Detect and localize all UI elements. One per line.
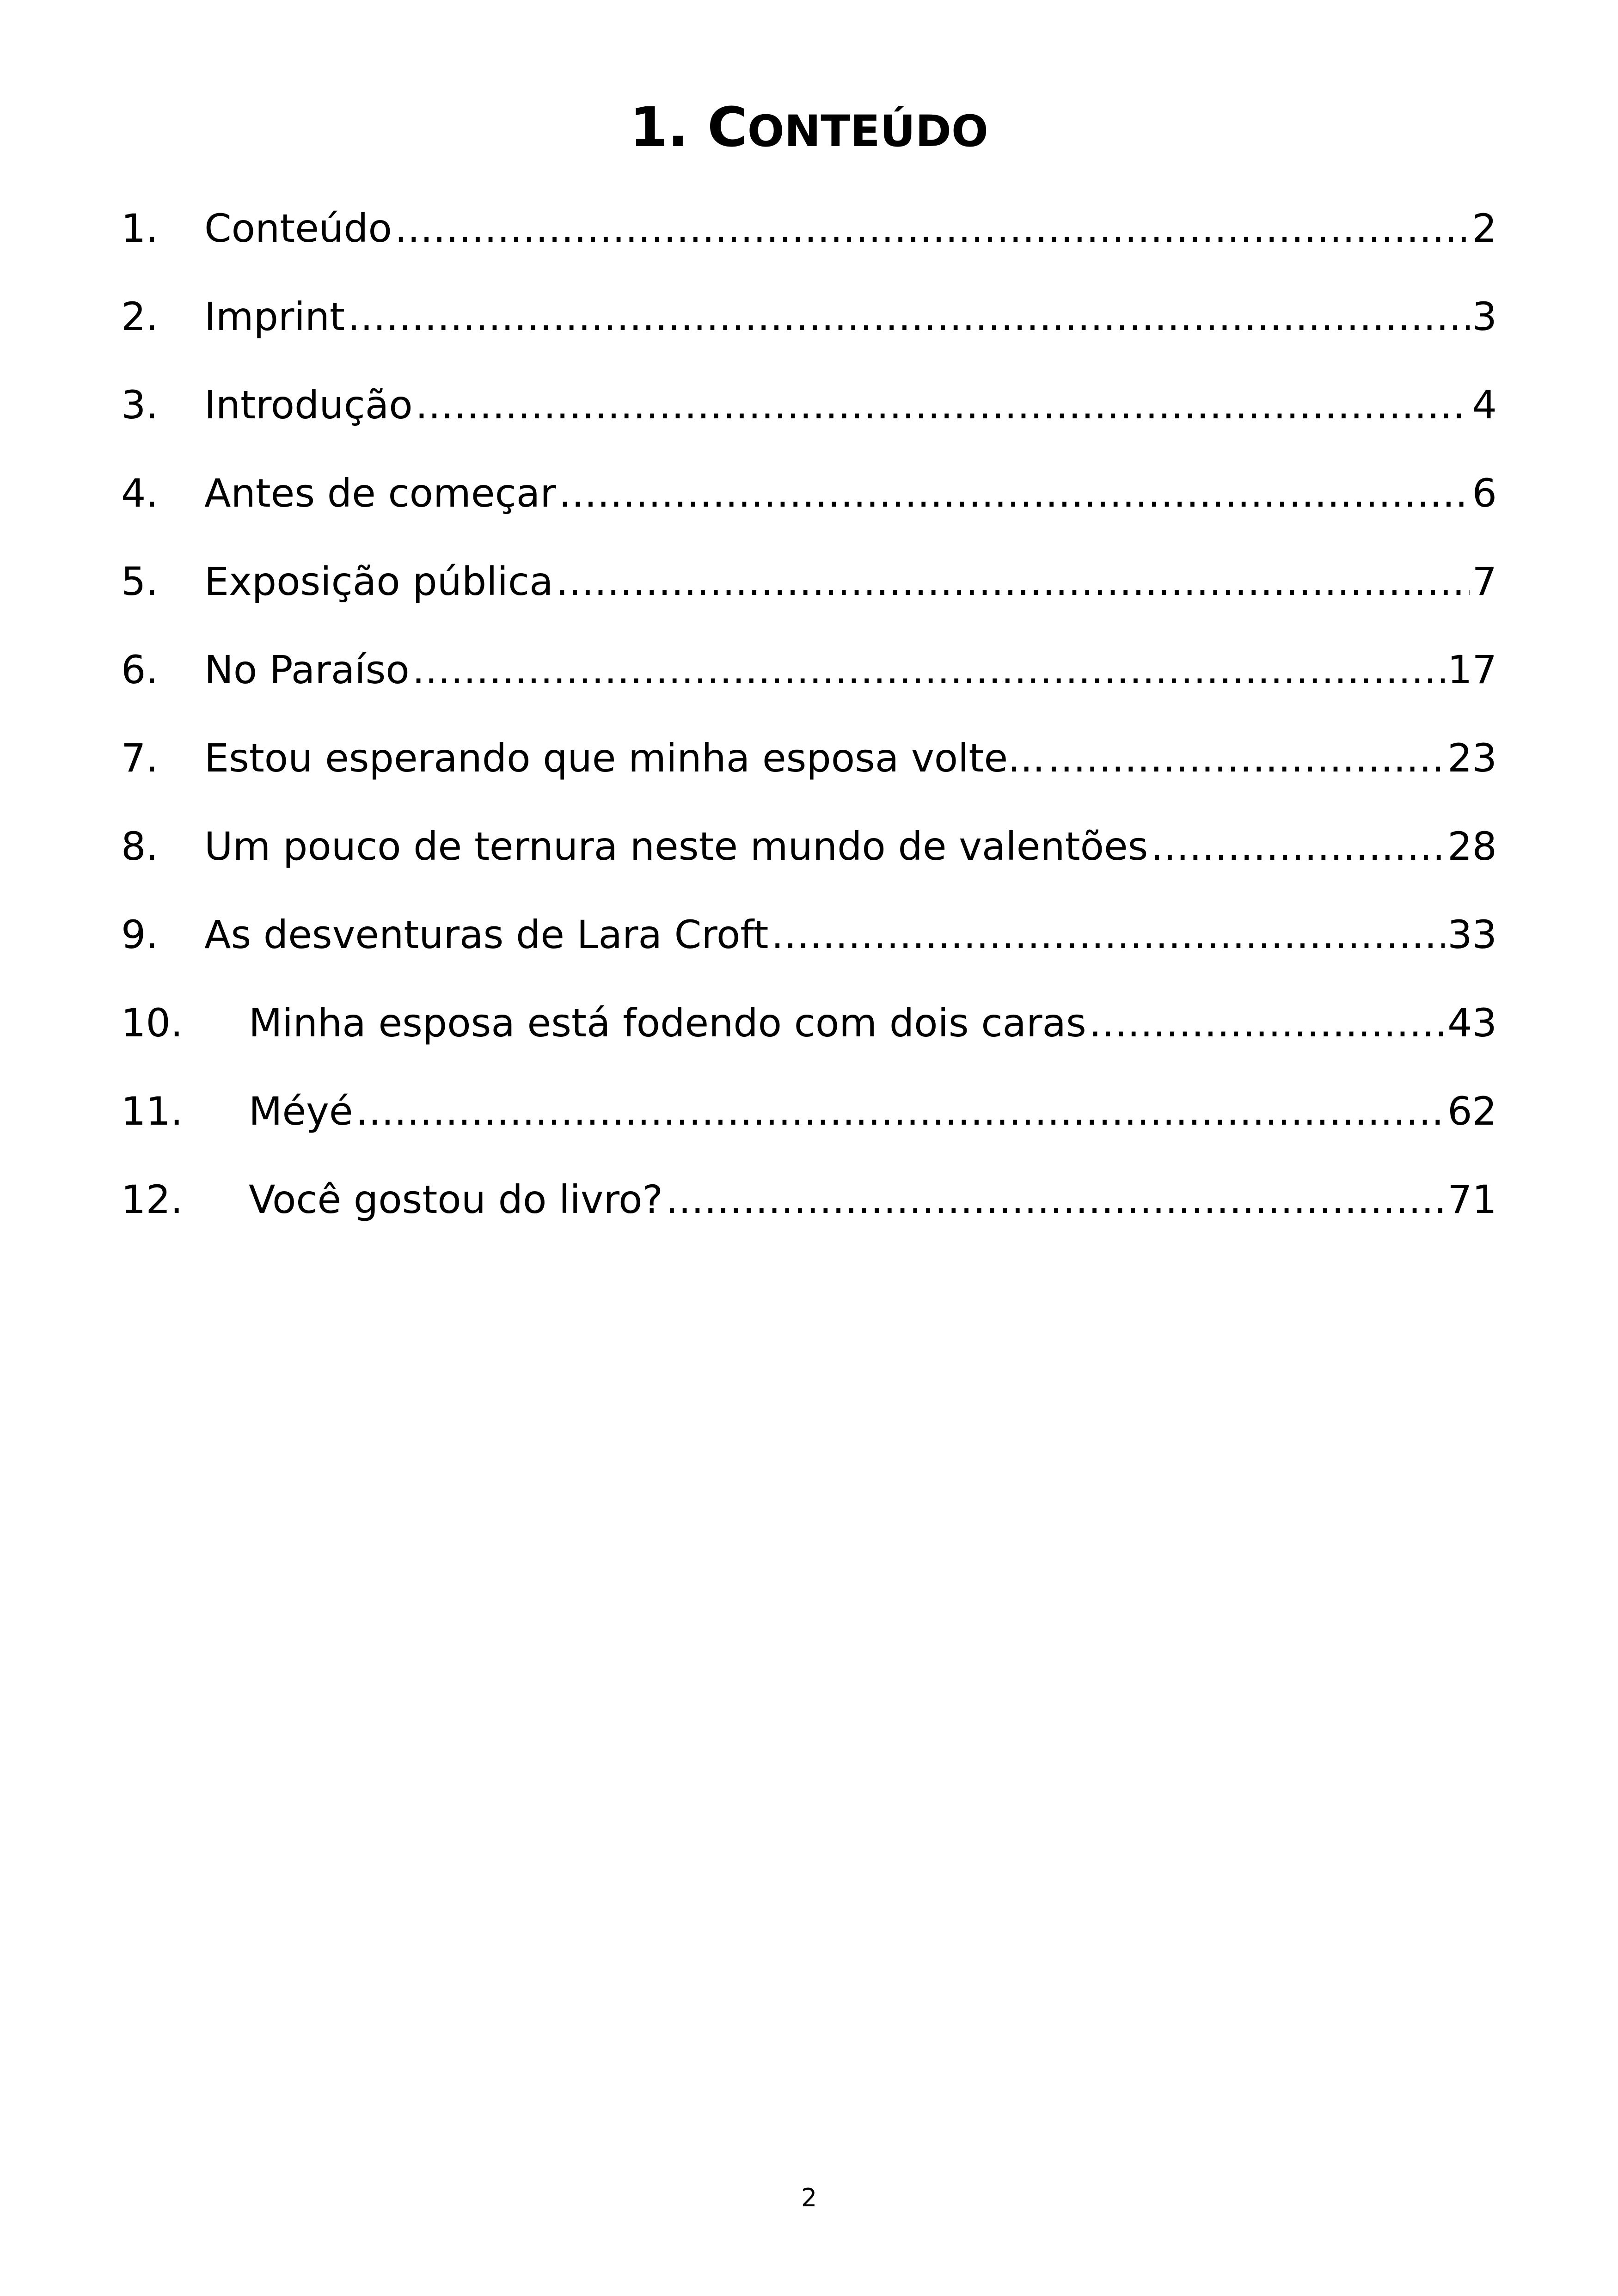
toc-entry-number: 11.	[121, 1088, 183, 1134]
toc-entry-number: 9.	[121, 912, 159, 957]
dot-leader	[666, 1174, 1445, 1225]
toc-entry-title: Conteúdo	[204, 205, 392, 251]
toc-entry-imprint[interactable]	[121, 272, 1497, 361]
table-of-contents	[121, 184, 1497, 1243]
toc-entry-title: Estou esperando que minha esposa volte...	[204, 735, 1045, 781]
toc-entry-title: As desventuras de Lara Croft	[204, 912, 769, 957]
toc-entry-number: 8.	[121, 823, 159, 869]
dot-leader	[559, 468, 1470, 519]
toc-entry-voce-gostou[interactable]	[121, 1155, 1497, 1243]
toc-entry-number: 6.	[121, 647, 159, 692]
toc-entry-title: Méyé	[249, 1088, 353, 1134]
toc-entry-page: 43	[1447, 1000, 1497, 1046]
toc-entry-um-pouco-de-ternura[interactable]	[121, 802, 1497, 890]
toc-entry-page: 62	[1447, 1088, 1497, 1134]
dot-leader	[1151, 821, 1445, 872]
toc-entry-page: 7	[1472, 558, 1497, 604]
toc-entry-page: 6	[1472, 470, 1497, 516]
dot-leader	[1048, 733, 1445, 784]
toc-entry-page: 28	[1447, 823, 1497, 869]
toc-entry-number: 12.	[121, 1176, 183, 1222]
toc-entry-title: Um pouco de ternura neste mundo de valentões	[204, 823, 1148, 869]
toc-entry-minha-esposa[interactable]	[121, 979, 1497, 1067]
toc-entry-page: 3	[1472, 294, 1497, 339]
toc-entry-number: 2.	[121, 294, 159, 339]
toc-entry-conteudo[interactable]	[121, 184, 1497, 272]
dot-leader	[348, 291, 1470, 342]
toc-entry-title: Você gostou do livro?	[249, 1176, 663, 1222]
toc-entry-title: Introdução	[204, 382, 413, 428]
toc-entry-introducao[interactable]	[121, 361, 1497, 449]
toc-entry-title: Exposição pública	[204, 558, 553, 604]
toc-entry-no-paraiso[interactable]	[121, 625, 1497, 714]
toc-entry-meye[interactable]	[121, 1067, 1497, 1155]
heading-first-letter: C	[707, 95, 748, 159]
heading-rest: ONTEÚDO	[747, 106, 988, 157]
toc-entry-antes-de-comecar[interactable]	[121, 449, 1497, 537]
dot-leader	[416, 380, 1470, 430]
dot-leader	[356, 1086, 1445, 1137]
toc-entry-page: 2	[1472, 205, 1497, 251]
page-number: 2	[801, 2183, 817, 2212]
toc-entry-number: 5.	[121, 558, 159, 604]
toc-entry-page: 23	[1447, 735, 1497, 781]
dot-leader	[395, 203, 1470, 254]
toc-entry-title: Minha esposa está fodendo com dois caras	[249, 1000, 1086, 1046]
toc-entry-number: 10.	[121, 1000, 183, 1046]
toc-entry-number: 3.	[121, 382, 159, 428]
toc-entry-title: No Paraíso	[204, 647, 410, 692]
dot-leader	[771, 909, 1445, 960]
toc-entry-number: 4.	[121, 470, 159, 516]
toc-entry-exposicao-publica[interactable]	[121, 537, 1497, 625]
dot-leader	[1089, 998, 1445, 1048]
toc-entry-title: Antes de começar	[204, 470, 556, 516]
dot-leader	[556, 556, 1470, 607]
toc-entry-number: 7.	[121, 735, 159, 781]
toc-entry-as-desventuras[interactable]	[121, 890, 1497, 979]
toc-entry-title: Imprint	[204, 294, 345, 339]
toc-entry-page: 71	[1447, 1176, 1497, 1222]
toc-entry-estou-esperando[interactable]	[121, 714, 1497, 802]
dot-leader	[412, 644, 1445, 695]
toc-entry-number: 1.	[121, 205, 159, 251]
toc-entry-page: 33	[1447, 912, 1497, 957]
page-title	[0, 92, 1618, 166]
heading-number: 1.	[630, 95, 689, 159]
toc-entry-page: 4	[1472, 382, 1497, 428]
toc-entry-page: 17	[1447, 647, 1497, 692]
